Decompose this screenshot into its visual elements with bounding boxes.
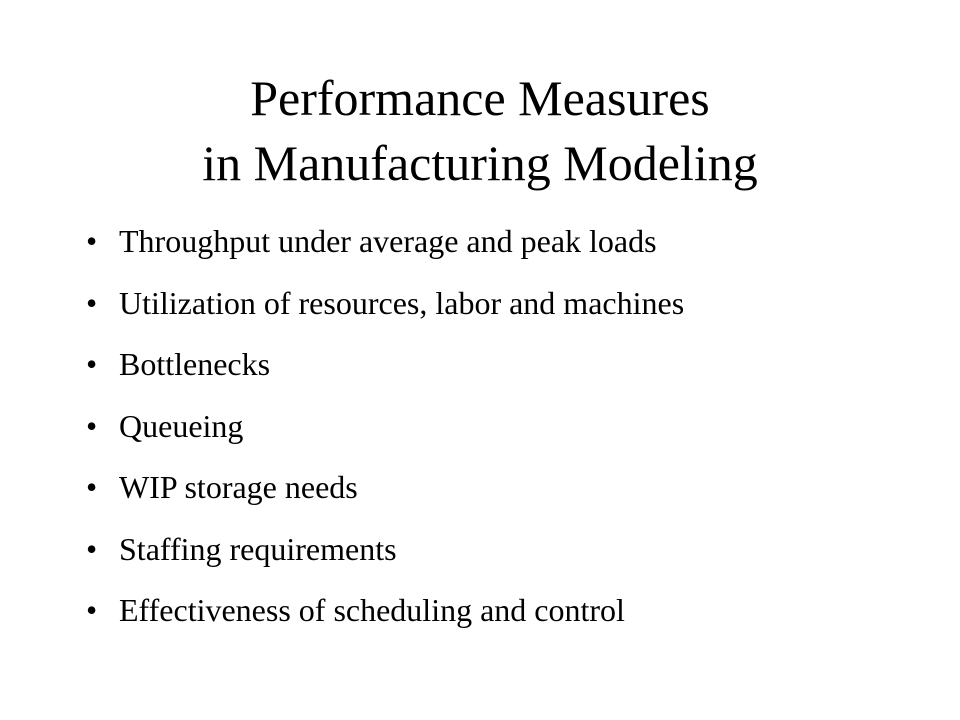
bullet-icon: • [86, 469, 98, 505]
slide-title [0, 66, 960, 196]
bullet-text: Staffing requirements [119, 530, 397, 567]
bullet-icon: • [86, 592, 98, 628]
bullet-text: Queueing [119, 407, 244, 444]
bullet-icon: • [86, 346, 98, 382]
bullet-icon: • [86, 284, 98, 321]
bullet-icon: • [86, 407, 98, 444]
bullet-text: Bottlenecks [119, 346, 271, 382]
bullet-text: Throughput under average and peak loads [119, 223, 657, 259]
bullet-icon: • [86, 223, 98, 259]
title-line-1: Performance Measures [250, 70, 710, 126]
title-line-2: in Manufacturing Modeling [202, 135, 758, 191]
bullet-icon: • [86, 530, 98, 567]
bullet-text: WIP storage needs [119, 469, 358, 505]
bullet-text: Effectiveness of scheduling and control [119, 592, 625, 628]
bullet-text: Utilization of resources, labor and machines [119, 284, 685, 321]
